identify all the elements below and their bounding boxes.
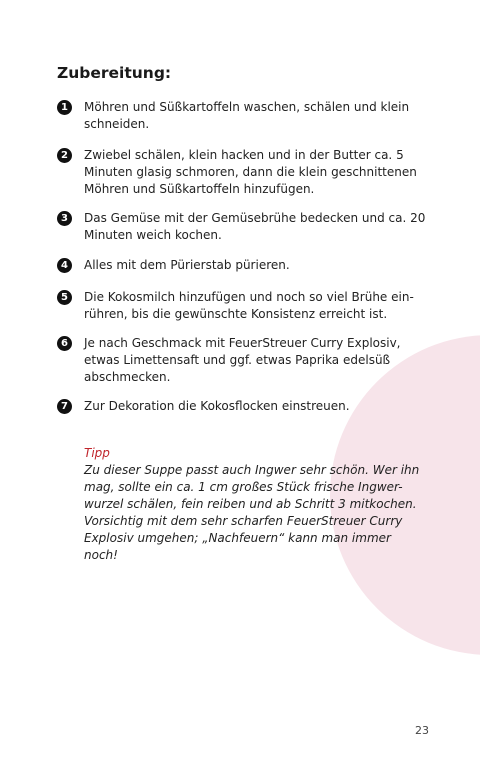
step-text: Die Kokosmilch hinzufügen und noch so viel Brühe ein- rühren, bis die gewünschte Konsistenz erreicht ist. — [84, 290, 414, 321]
step-number-badge: 4 — [57, 258, 72, 273]
step-text: Das Gemüse mit der Gemüsebrühe bedecken und ca. 20 Minuten weich kochen. — [84, 211, 426, 242]
step-text: Möhren und Süßkartoffeln waschen, schälen und klein schneiden. — [84, 100, 410, 131]
step-number-badge: 6 — [57, 336, 72, 351]
step-number-badge: 5 — [57, 290, 72, 305]
step-number-badge: 3 — [57, 211, 72, 226]
step-text: Je nach Geschmack mit FeuerStreuer Curry Explosiv, etwas Limettensaft und ggf. etwas Paprika edelsüß abschmecken. — [84, 336, 401, 384]
step-5 — [57, 289, 437, 323]
step-number-badge: 2 — [57, 148, 72, 163]
step-text: Zur Dekoration die Kokosflocken einstreuen. — [84, 399, 350, 413]
step-2 — [57, 147, 437, 198]
step-3 — [57, 210, 437, 244]
tip-text: Zu dieser Suppe passt auch Ingwer sehr schön. Wer ihn mag, sollte ein ca. 1 cm großes Stück frische Ingwer- wurzel schälen, fein reiben und ab Schritt 3 mitkochen. Vorsichtig mit dem sehr scharfen FeuerStreuer Curry Explosiv umgehen; „Nachfeuern“ kann man immer noch! — [84, 463, 420, 562]
step-4 — [57, 257, 437, 274]
tip-box — [84, 445, 434, 564]
page-number: 23 — [415, 724, 429, 737]
step-number-badge: 7 — [57, 399, 72, 414]
step-7 — [57, 398, 437, 415]
step-text: Alles mit dem Pürierstab pürieren. — [84, 258, 290, 272]
section-heading: Zubereitung: — [57, 64, 172, 82]
step-number-badge: 1 — [57, 100, 72, 115]
step-6 — [57, 335, 437, 386]
step-1 — [57, 99, 437, 133]
step-text: Zwiebel schälen, klein hacken und in der Butter ca. 5 Minuten glasig schmoren, dann die klein geschnittenen Möhren und Süßkartoffeln hinzufügen. — [84, 148, 417, 196]
tip-label: Tipp — [84, 446, 110, 460]
